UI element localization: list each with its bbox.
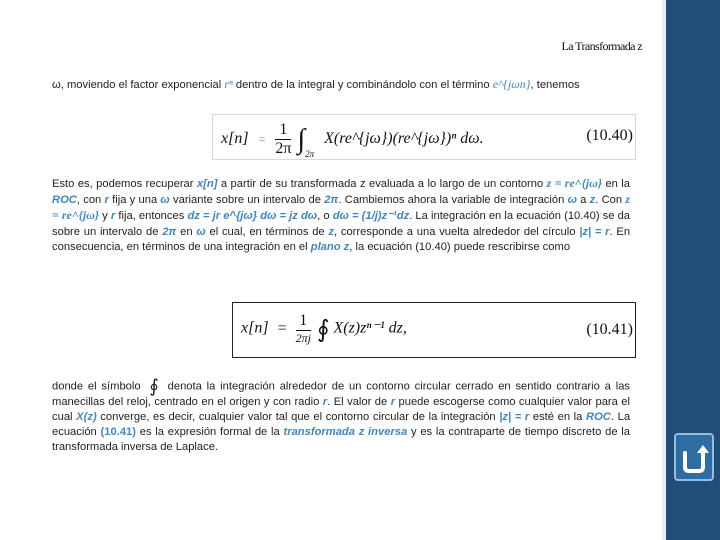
equation-10-41: x[n] = $\frac{1}{2\pi j}$ ∮ X(z)zⁿ⁻¹ dz, (10.41) [232,302,636,358]
slide-header-title: La Transformada z [561,39,642,53]
exp-term: e^{jωn} [492,77,531,91]
paragraph-2: Esto es, podemos recuperar x[n] a partir de su transformada z evaluada a lo largo de un contorno z = re^{jω} en la ROC, con r fija y una ω variante sobre un intervalo de 2π. Cambiemos ahora la variable de integración ω a z. Con z = re^{jω} y r fija, entonces dz = jr e^{jω} dω = jz dω, o dω = (1/j)z⁻¹dz. La integración en la ecuación (10.40) se da sobre un intervalo de 2π en ω el cual, en términos de z, corresponde a una vuelta alrededor del círculo |z| = r. En consecuencia, en términos de una integración en el plano z, la ecuación (10.40) puede rescribirse como [52,176,631,253]
r-power-n: rⁿ [224,77,233,91]
return-arrow-icon [679,441,709,475]
integral-sign: ∫ [297,123,306,155]
paragraph-3: donde el símbolo ∮ denota la integración alrededor de un contorno circular cerrado en sentido contrario a las manecillas del reloj, centrado en el origen y con radio r. El valor de r puede escogerse como cualquier valor para el cual X(z) converge, es decir, cualquier valor tal que el contorno circular de la integración |z| = r esté en la ROC. La ecuación (10.41) es la expresión formal de la transformada z inversa y es la contraparte de tiempo discreto de la transformada inversa de Laplace. [52,376,631,454]
equation-10-40: x[n] = $\frac{1}{2\pi}$ $\int_{2\pi}$ X(re^{jω})(re^{jω})ⁿ dω. (10.40) [212,114,636,160]
integrand-1: X(re^{jω})(re^{jω})ⁿ dω. [324,130,484,148]
paragraph-1: ω, moviendo el factor exponencial rⁿ dentro de la integral y combinándolo con el término e^{jωn}, tenemos [52,77,580,91]
equation-number-1041: (10.41) [586,321,633,338]
fraction-1-2pij: $\frac{1}{2\pi j}$ [295,312,311,345]
fraction-1-2pi: $\frac{1}{2\pi}$ [275,121,292,157]
contour-integral-symbol: ∮ [149,376,159,397]
contour-integral-sign: ∮ [316,316,330,343]
return-button[interactable] [674,433,714,481]
integrand-2: X(z)zⁿ⁻¹ dz, [333,319,407,337]
equation-number-1040: (10.40) [586,127,633,144]
